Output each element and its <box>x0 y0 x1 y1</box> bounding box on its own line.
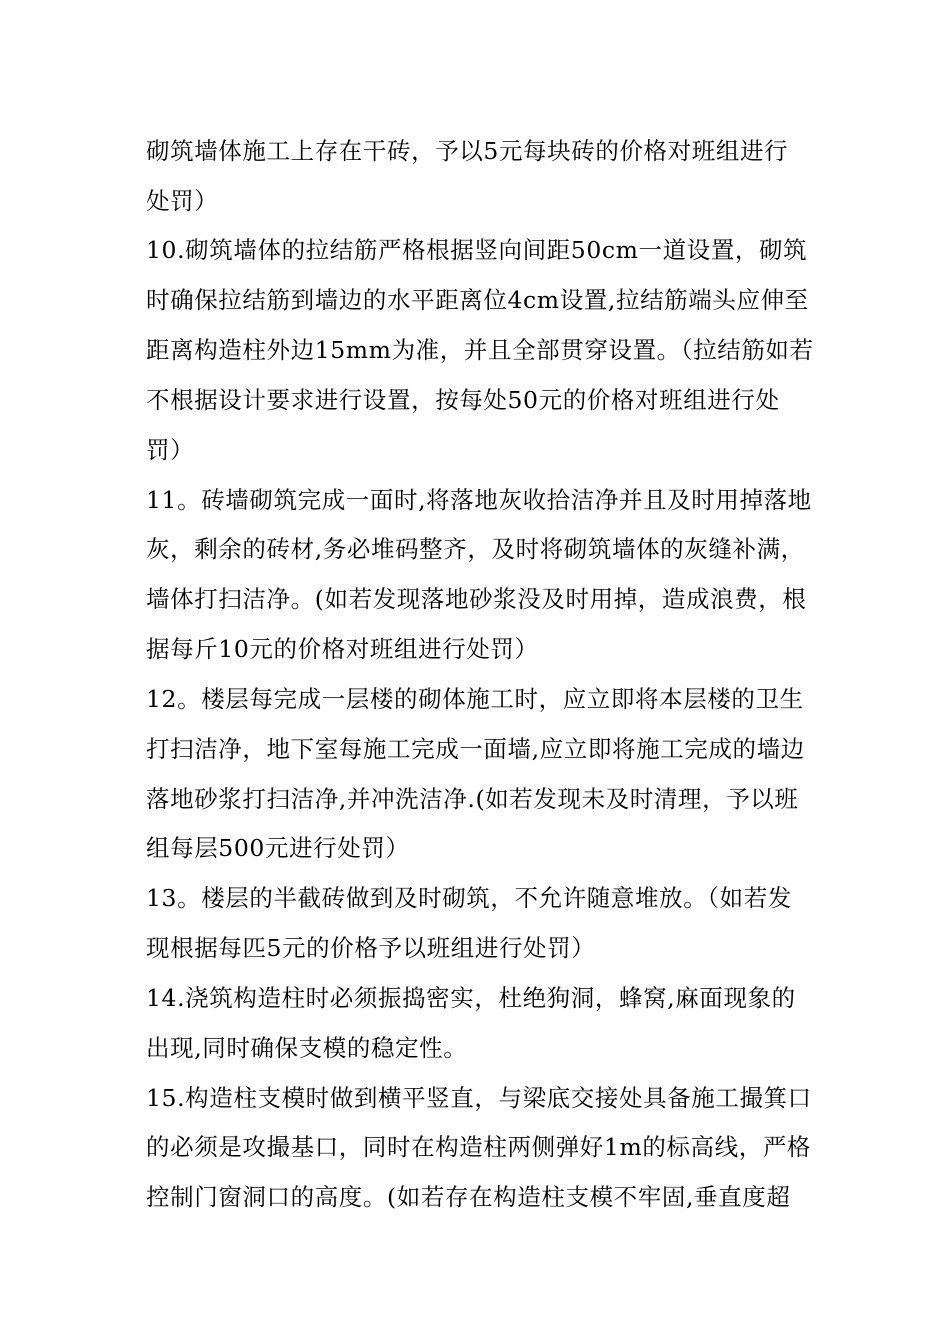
text-line: 组每层500元进行处罚） <box>146 834 410 862</box>
text-line: 不根据设计要求进行设置，按每处50元的价格对班组进行处 <box>146 386 780 414</box>
text-line: 15.构造柱支模时做到横平竖直，与梁底交接处具备施工撮箕口 <box>146 1084 812 1112</box>
text-line: 现根据每匹5元的价格予以班组进行处罚） <box>146 934 596 962</box>
text-line: 灰，剩余的砖材,务必堆码整齐，及时将砌筑墙体的灰缝补满， <box>146 535 805 563</box>
text-line: 出现,同时确保支模的稳定性。 <box>146 1034 468 1062</box>
text-line: 打扫洁净，地下室每施工完成一面墙,应立即将施工完成的墙边 <box>146 735 805 763</box>
text-line: 距离构造柱外边15mm为准，并且全部贯穿设置。（拉结筋如若 <box>146 336 814 364</box>
text-line: 落地砂浆打扫洁净,并冲洗洁净.(如若发现未及时清理，予以班 <box>146 785 799 813</box>
text-line: 11。砖墙砌筑完成一面时,将落地灰收拾洁净并且及时用掉落地 <box>146 486 812 514</box>
text-line: 控制门窗洞口的高度。(如若存在构造柱支模不牢固,垂直度超 <box>146 1183 791 1211</box>
text-line: 12。楼层每完成一层楼的砌体施工时，应立即将本层楼的卫生 <box>146 685 804 713</box>
text-line: 罚） <box>146 436 195 464</box>
text-line: 14.浇筑构造柱时必须振捣密实，杜绝狗洞，蜂窝,麻面现象的 <box>146 984 796 1012</box>
text-line: 据每斤10元的价格对班组进行处罚） <box>146 635 539 663</box>
text-line: 时确保拉结筋到墙边的水平距离位4cm设置,拉结筋端头应伸至 <box>146 286 809 314</box>
text-line: 处罚） <box>146 187 219 215</box>
text-line: 墙体打扫洁净。(如若发现落地砂浆没及时用掉，造成浪费，根 <box>146 585 807 613</box>
text-line: 砌筑墙体施工上存在干砖，予以5元每块砖的价格对班组进行 <box>146 137 789 165</box>
text-line: 的必须是攻撮基口，同时在构造柱两侧弹好1m的标高线，严格 <box>146 1133 812 1161</box>
text-line: 13。楼层的半截砖做到及时砌筑，不允许随意堆放。（如若发 <box>146 884 792 912</box>
text-line: 10.砌筑墙体的拉结筋严格根据竖向间距50cm一道设置，砌筑 <box>146 236 808 264</box>
